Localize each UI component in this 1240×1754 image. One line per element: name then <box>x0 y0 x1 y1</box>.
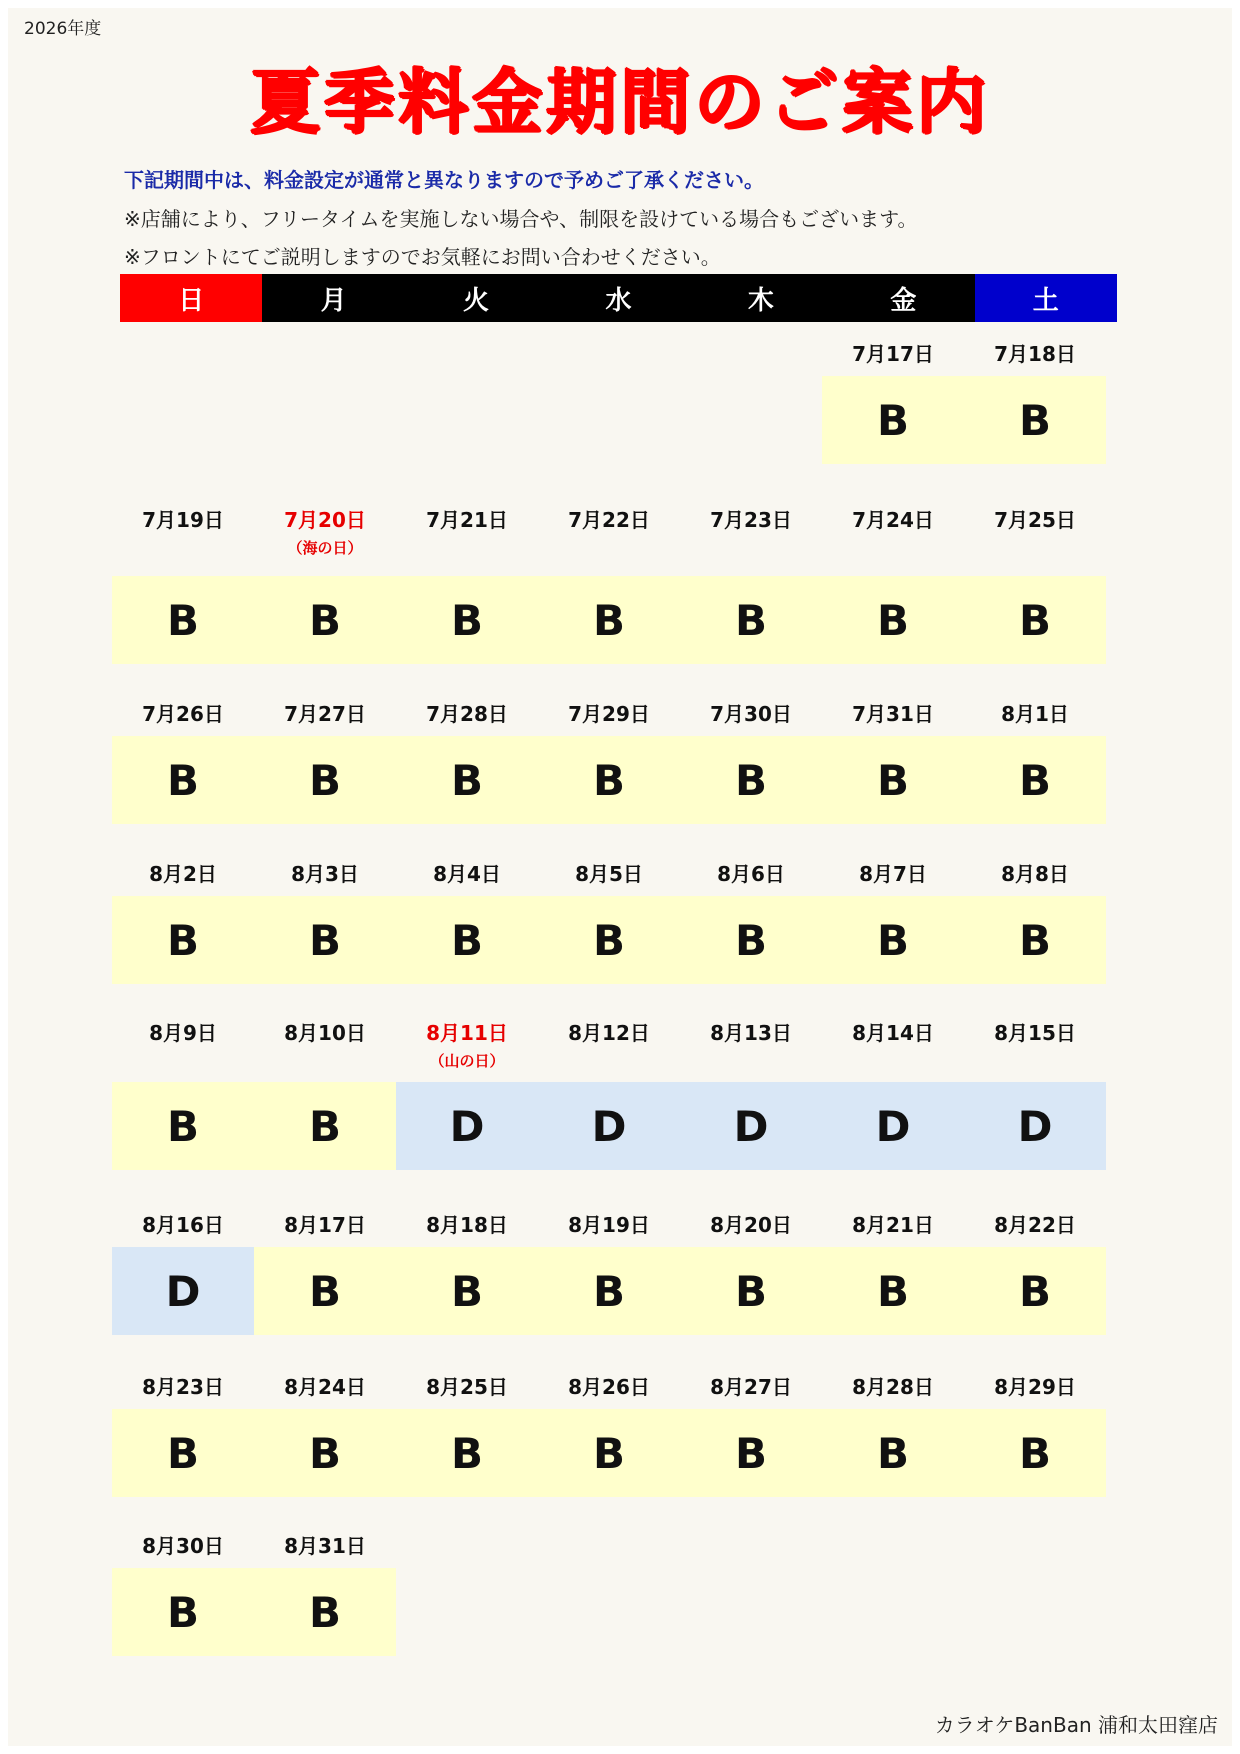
rate-code: B <box>680 576 822 664</box>
day-date: 7月31日 <box>852 702 934 726</box>
document-page <box>8 8 1232 1746</box>
weekday-wednesday: 水 <box>605 285 632 316</box>
notice-front-desk: ※フロントにてご説明しますのでお気軽にお問い合わせください。 <box>124 245 721 269</box>
day-date: 8月5日 <box>575 862 643 886</box>
day-date: 7月25日 <box>994 508 1076 532</box>
rate-code: B <box>964 896 1106 984</box>
day-date: 8月25日 <box>426 1375 508 1399</box>
day-date: 8月21日 <box>852 1213 934 1237</box>
day-date: 8月18日 <box>426 1213 508 1237</box>
day-date: 8月2日 <box>149 862 217 886</box>
day-date: 7月23日 <box>710 508 792 532</box>
rate-code: B <box>538 896 680 984</box>
day-date: 8月22日 <box>994 1213 1076 1237</box>
rate-code: B <box>964 736 1106 824</box>
rate-code: B <box>964 376 1106 464</box>
rate-code: B <box>112 896 254 984</box>
rate-code: B <box>538 1247 680 1335</box>
rate-code: B <box>680 1247 822 1335</box>
notice-main: 下記期間中は、料金設定が通常と異なりますので予めご了承ください。 <box>124 168 764 192</box>
day-date: 8月23日 <box>142 1375 224 1399</box>
rate-code: B <box>254 1568 396 1656</box>
rate-code: B <box>254 576 396 664</box>
page-title: 夏季料金期間のご案内 <box>250 61 990 143</box>
rate-code: B <box>254 896 396 984</box>
rate-code: B <box>396 576 538 664</box>
day-date: 8月29日 <box>994 1375 1076 1399</box>
day-date: 8月1日 <box>1001 702 1069 726</box>
day-date: 8月24日 <box>284 1375 366 1399</box>
weekday-monday: 月 <box>320 285 347 316</box>
day-date: 8月9日 <box>149 1021 217 1045</box>
rate-code: B <box>254 736 396 824</box>
day-date: 8月8日 <box>1001 862 1069 886</box>
weekday-saturday: 土 <box>975 274 1117 322</box>
day-date: 7月21日 <box>426 508 508 532</box>
rate-code: B <box>538 1409 680 1497</box>
day-date: 8月7日 <box>859 862 927 886</box>
rate-code: B <box>964 1409 1106 1497</box>
weekday-header <box>120 274 1117 322</box>
day-date: 7月26日 <box>142 702 224 726</box>
rate-code: B <box>822 1409 964 1497</box>
rate-code: D <box>680 1082 822 1170</box>
day-date: 8月20日 <box>710 1213 792 1237</box>
day-date: 8月3日 <box>291 862 359 886</box>
rate-code: B <box>538 736 680 824</box>
day-date: 8月6日 <box>717 862 785 886</box>
rate-code: B <box>680 896 822 984</box>
weekday-sunday: 日 <box>120 274 262 322</box>
rate-code: B <box>254 1247 396 1335</box>
rate-code: B <box>680 1409 822 1497</box>
day-date: 8月15日 <box>994 1021 1076 1045</box>
day-date: 8月11日 <box>426 1021 508 1045</box>
rate-code: B <box>822 1247 964 1335</box>
rate-code: B <box>396 896 538 984</box>
weekday-thursday: 木 <box>747 285 774 316</box>
day-date: 7月22日 <box>568 508 650 532</box>
rate-code: B <box>396 1247 538 1335</box>
fiscal-year-label: 2026年度 <box>24 19 102 39</box>
rate-code: D <box>538 1082 680 1170</box>
rate-code: B <box>112 736 254 824</box>
rate-code: B <box>822 376 964 464</box>
day-date: 8月26日 <box>568 1375 650 1399</box>
rate-code: B <box>396 736 538 824</box>
rate-code: B <box>822 736 964 824</box>
day-date: 7月17日 <box>852 342 934 366</box>
rate-code: B <box>964 576 1106 664</box>
rate-code: B <box>112 1409 254 1497</box>
day-date: 8月31日 <box>284 1534 366 1558</box>
day-date: 7月28日 <box>426 702 508 726</box>
day-date: 8月17日 <box>284 1213 366 1237</box>
rate-code: B <box>112 1082 254 1170</box>
rate-code: B <box>112 1568 254 1656</box>
holiday-name: （山の日） <box>429 1052 505 1070</box>
rate-code: B <box>112 576 254 664</box>
day-date: 7月30日 <box>710 702 792 726</box>
day-date: 8月19日 <box>568 1213 650 1237</box>
day-date: 8月27日 <box>710 1375 792 1399</box>
day-date: 8月12日 <box>568 1021 650 1045</box>
day-date: 8月4日 <box>433 862 501 886</box>
day-date: 7月20日 <box>284 508 366 532</box>
day-date: 7月18日 <box>994 342 1076 366</box>
rate-code: D <box>112 1247 254 1335</box>
rate-code: B <box>822 896 964 984</box>
holiday-name: （海の日） <box>287 539 363 557</box>
notice-store-limits: ※店舗により、フリータイムを実施しない場合や、制限を設けている場合もございます。 <box>124 207 918 231</box>
day-date: 8月30日 <box>142 1534 224 1558</box>
day-date: 8月14日 <box>852 1021 934 1045</box>
rate-code: B <box>396 1409 538 1497</box>
rate-code: B <box>680 736 822 824</box>
rate-code: B <box>822 576 964 664</box>
weekday-friday: 金 <box>890 285 917 316</box>
day-date: 7月27日 <box>284 702 366 726</box>
store-name: カラオケBanBan 浦和太田窪店 <box>934 1713 1218 1737</box>
weekday-tuesday: 火 <box>463 285 490 316</box>
day-date: 8月10日 <box>284 1021 366 1045</box>
day-date: 8月16日 <box>142 1213 224 1237</box>
rate-code: D <box>822 1082 964 1170</box>
rate-code: B <box>254 1082 396 1170</box>
rate-code: B <box>254 1409 396 1497</box>
day-date: 7月19日 <box>142 508 224 532</box>
day-date: 7月29日 <box>568 702 650 726</box>
day-date: 8月28日 <box>852 1375 934 1399</box>
rate-code: B <box>538 576 680 664</box>
rate-code: B <box>964 1247 1106 1335</box>
rate-code: D <box>964 1082 1106 1170</box>
rate-code: D <box>396 1082 538 1170</box>
day-date: 8月13日 <box>710 1021 792 1045</box>
day-date: 7月24日 <box>852 508 934 532</box>
